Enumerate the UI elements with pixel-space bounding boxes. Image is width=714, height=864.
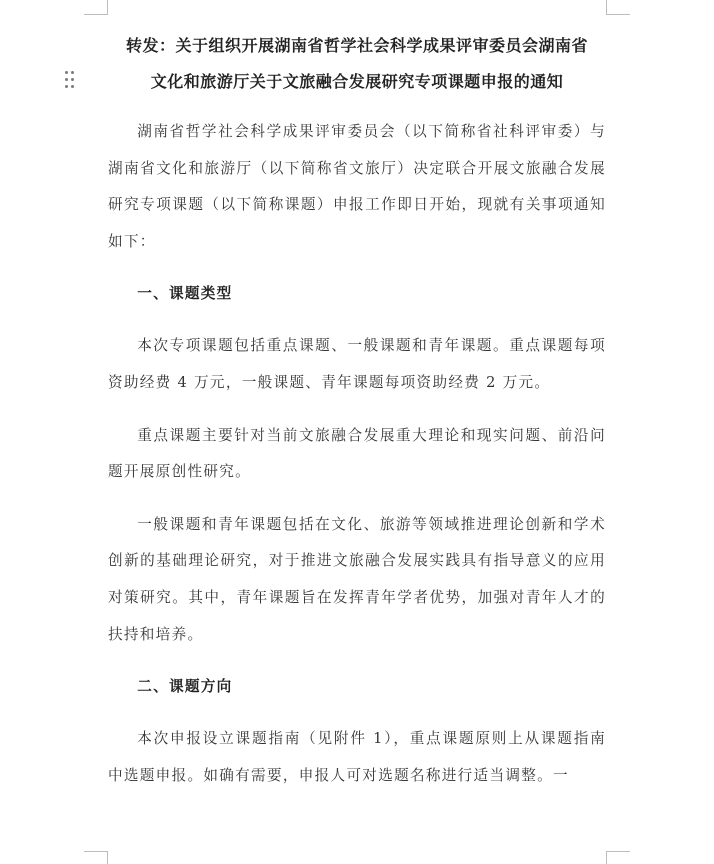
crop-mark-bottom-left-horizontal [84,851,108,852]
crop-mark-top-right-horizontal [606,14,630,15]
section-2-heading: 二、课题方向 [137,678,233,696]
crop-mark-bottom-right-horizontal [606,851,630,852]
intro-paragraph: 湖南省哲学社会科学成果评审委员会（以下简称省社科评审委）与湖南省文化和旅游厅（以下简称省文旅厅）决定联合开展文旅融合发展研究专项课题（以下简称课题）申报工作即日开始，现就有关事项通知如下： [108,123,606,250]
section-1-paragraph-3: 一般课题和青年课题包括在文化、旅游等领域推进理论创新和学术创新的基础理论研究，对于推进文旅融合发展实践具有指导意义的应用对策研究。其中，青年课题旨在发挥青年学者优势，加强对青年人才的扶持和培养。 [108,515,606,643]
section-2-paragraph-1: 本次申报设立课题指南（见附件 1），重点课题原则上从课题指南中选题申报。如确有需要，申报人可对选题名称进行适当调整。一 [108,730,606,784]
document-title-line-1: 转发：关于组织开展湖南省哲学社会科学成果评审委员会湖南省 [125,36,588,55]
crop-mark-top-right-vertical [606,0,607,14]
crop-mark-bottom-right-vertical [606,851,607,864]
section-1-paragraph-1: 本次专项课题包括重点课题、一般课题和青年课题。重点课题每项资助经费 4 万元，一般课题、青年课题每项资助经费 2 万元。 [108,337,606,391]
crop-mark-top-left-horizontal [84,14,108,15]
section-1-heading: 一、课题类型 [137,285,233,303]
document-title-line-2: 文化和旅游厅关于文旅融合发展研究专项课题申报的通知 [150,72,564,91]
section-1-paragraph-2: 重点课题主要针对当前文旅融合发展重大理论和现实问题、前沿问题开展原创性研究。 [108,426,606,481]
drag-handle-icon[interactable] [65,71,75,89]
crop-mark-top-left-vertical [107,0,108,14]
crop-mark-bottom-left-vertical [107,851,108,864]
document-page [108,28,606,794]
